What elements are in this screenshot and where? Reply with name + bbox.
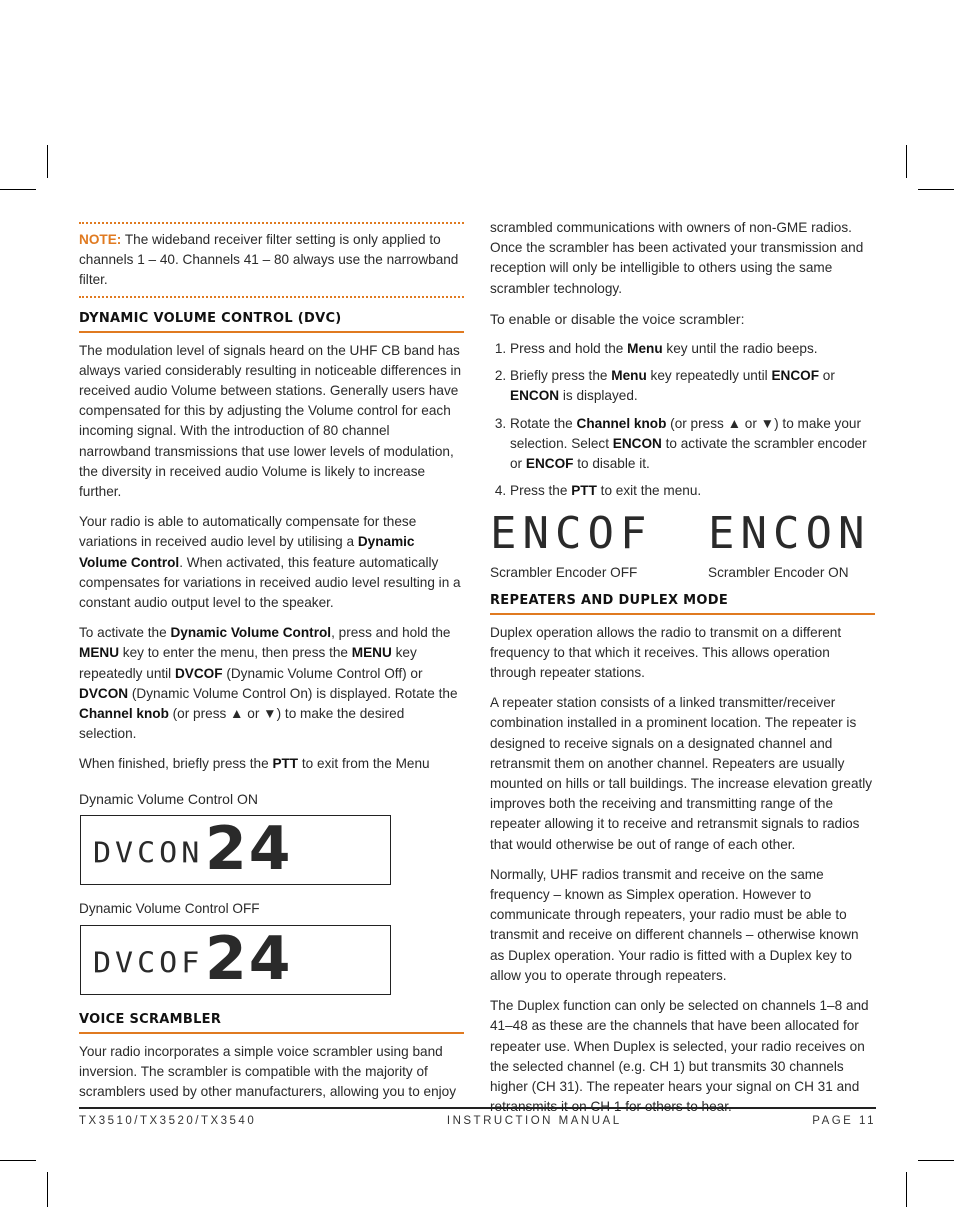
dvc-paragraph-3: To activate the Dynamic Volume Control, press and hold the MENU key to enter the menu, then press the MENU key repeatedly until DVCOF (Dynamic Volume Control Off) or DVCON (Dynamic Volume Control On) is displayed. Rotate the Channel knob (or press ▲ or ▼) to make the desired selection. bbox=[79, 625, 458, 742]
lcd-channel: 24 bbox=[205, 813, 293, 884]
lcd-display-dvcof bbox=[80, 925, 391, 995]
crop-mark bbox=[906, 145, 907, 178]
note-text: The wideband receiver filter setting is only applied to channels 1 – 40. Channels 41 – 80 always use the narrowband filter. bbox=[79, 232, 459, 288]
note-label: NOTE: bbox=[79, 232, 122, 247]
lcd-channel: 24 bbox=[205, 924, 293, 995]
right-column bbox=[490, 218, 875, 1127]
left-column bbox=[79, 222, 464, 1113]
dvc-paragraph-2: Your radio is able to automatically compensate for these variations in received audio level by utilising a Dynamic Volume Control. When activated, this feature automatically compensates for variations in received audio level resulting in a constant audio output level to the speaker. bbox=[79, 514, 461, 611]
scrambler-paragraph-cont: scrambled communications with owners of non-GME radios. Once the scrambler has been activated your transmission and reception will only be intelligible to others using the same scrambler technology. bbox=[490, 220, 864, 296]
step-1: 1. Press and hold the Menu key until the radio beeps. bbox=[510, 339, 875, 359]
note-box bbox=[79, 222, 464, 298]
repeaters-paragraph-1: Duplex operation allows the radio to transmit on a different frequency to that which it receives. This allows operation through repeater stations. bbox=[490, 624, 842, 681]
repeaters-paragraph-4: The Duplex function can only be selected on channels 1–8 and 41–48 as these are the channels that have been allocated for repeater use. When Duplex is selected, your radio receives on the selected channel (e.g. CH 1) but transmits 30 channels higher (CH 31). The repeater hears your signal on CH 31 and retransmits it on CH 1 for others to hear. bbox=[490, 998, 869, 1115]
crop-mark bbox=[906, 1172, 907, 1207]
repeaters-paragraph-3: Normally, UHF radios transmit and receive on the same frequency – known as Simplex operation. However to communicate through repeaters, your radio must be able to transmit and receive on different channels – otherwise known as Duplex operation. Your radio is fitted with a Duplex key to allow you to operate through repeaters. bbox=[490, 866, 859, 983]
lcd-encof-display: ENCOF bbox=[490, 508, 653, 560]
lcd-encon-display: ENCON bbox=[708, 508, 871, 560]
scrambler-steps bbox=[490, 339, 875, 501]
encoder-captions bbox=[490, 563, 875, 583]
encoder-on-caption: Scrambler Encoder ON bbox=[708, 565, 849, 581]
crop-mark bbox=[918, 1160, 954, 1161]
voice-scrambler-paragraph: Your radio incorporates a simple voice scrambler using band inversion. The scrambler is compatible with the majority of scramblers used by other manufacturers, allowing you to enjoy bbox=[79, 1044, 457, 1100]
voice-scrambler-heading: VOICE SCRAMBLER bbox=[79, 1011, 464, 1034]
dvc-paragraph-1: The modulation level of signals heard on the UHF CB band has always varied considerably resulting in noticeable differences in received audio Volume between stations. Generally users have compensated for this by adjusting the Volume control for each incoming signal. With the introduction of 80 channel narrowband transmissions that use lower levels of modulation, the diversity in received audio Volume is likely to increase further. bbox=[79, 342, 462, 500]
repeaters-paragraph-2: A repeater station consists of a linked transmitter/receiver combination installed in a prominent location. The repeater is designed to receive signals on a designated channel and retransmit them on another channel. Repeaters are usually mounted on hills or tall buildings. The increase elevation greatly improves both the receiving and transmitting range of the repeater allowing it to receive and retransmit signals to radios that would otherwise be out of range of each other. bbox=[490, 695, 873, 852]
encoder-off-caption: Scrambler Encoder OFF bbox=[490, 565, 638, 581]
footer-model: TX3510/TX3520/TX3540 bbox=[79, 1115, 257, 1127]
dvc-paragraph-4: When finished, briefly press the PTT to exit from the Menu bbox=[79, 756, 430, 772]
crop-mark bbox=[47, 1172, 48, 1207]
lcd-text: DVCOF bbox=[93, 946, 204, 981]
crop-mark bbox=[0, 189, 36, 190]
page-footer bbox=[79, 1107, 876, 1127]
encoder-displays bbox=[490, 508, 875, 560]
scrambler-intro: To enable or disable the voice scrambler: bbox=[490, 310, 745, 327]
crop-mark bbox=[0, 1160, 36, 1161]
footer-title: INSTRUCTION MANUAL bbox=[446, 1115, 622, 1127]
lcd-text: DVCON bbox=[93, 836, 204, 871]
step-2: 2. Briefly press the Menu key repeatedly until ENCOF or ENCON is displayed. bbox=[510, 366, 875, 406]
repeaters-heading: REPEATERS AND DUPLEX MODE bbox=[490, 592, 875, 615]
footer-page-number: PAGE 11 bbox=[812, 1115, 876, 1127]
step-4: 4. Press the PTT to exit the menu. bbox=[510, 481, 875, 501]
dvc-heading: DYNAMIC VOLUME CONTROL (DVC) bbox=[79, 310, 464, 333]
step-3: 3. Rotate the Channel knob (or press ▲ or ▼) to make your selection. Select ENCON to activate the scrambler encoder or ENCOF to disable it. bbox=[510, 414, 875, 475]
lcd-off-caption: Dynamic Volume Control OFF bbox=[79, 900, 260, 916]
crop-mark bbox=[47, 145, 48, 178]
lcd-display-dvcon bbox=[80, 815, 391, 885]
crop-mark bbox=[918, 189, 954, 190]
lcd-on-caption: Dynamic Volume Control ON bbox=[79, 790, 258, 807]
